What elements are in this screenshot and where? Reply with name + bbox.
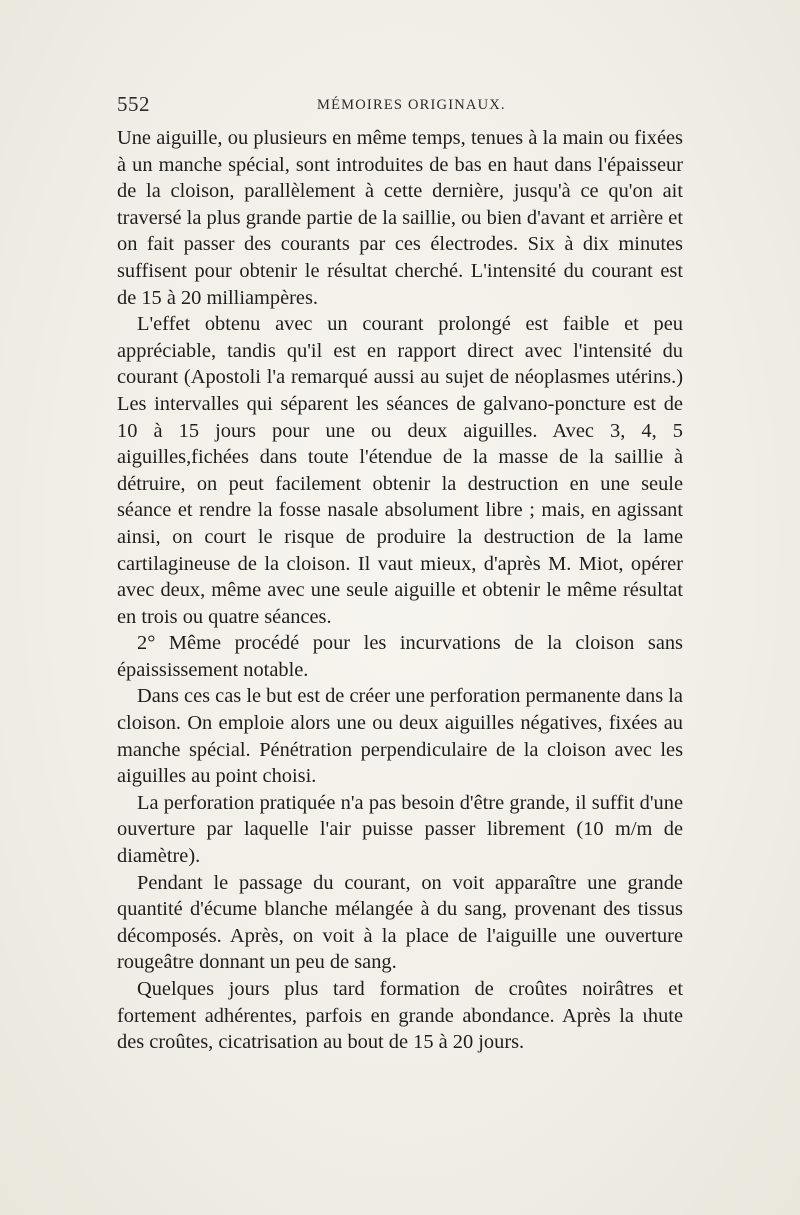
paragraph-perforation-goal: Dans ces cas le but est de créer une perforation permanente dans la cloison. On emploie alors une ou deux aiguilles négatives, fixées au manche spécial. Pénétration perpendiculaire de la cloison avec les aiguilles au point choisi. <box>117 685 683 788</box>
paragraph-second-procedure-heading: 2° Même procédé pour les incurvations de la cloison sans épaississement notable. <box>117 632 683 681</box>
page-number: 552 <box>117 92 150 116</box>
paragraph-electrode-procedure: Une aiguille, ou plusieurs en même temps, tenues à la main ou fixées à un manche spécial, sont introduites de bas en haut dans l'épaisseur de la cloison, parallèlement à cette dernière, jusqu'à ce qu'on ait traversé la plus grande partie de la saillie, ou bien d'avant et arrière et on fait passer des courants par ces électrodes. Six à dix minutes suffisent pour obtenir le résultat cherché. L'intensité du courant est de 15 à 20 milliampères. <box>117 127 683 309</box>
paragraph-current-passage: Pendant le passage du courant, on voit apparaître une grande quantité d'écume blanche mélangée à du sang, provenant des tissus décomposés. Après, on voit à la place de l'aiguille une ouverture rougeâtre donnant un peu de sang. <box>117 871 683 974</box>
body-text <box>117 125 683 1056</box>
paragraph-current-effect: L'effet obtenu avec un courant prolongé est faible et peu appréciable, tandis qu'il est en rapport direct avec l'intensité du courant (Apostoli l'a remarqué aussi au sujet de néoplasmes utérins.) Les intervalles qui séparent les séances de galvano-poncture est de 10 à 15 jours pour une ou deux aiguilles. Avec 3, 4, 5 aiguilles,fichées dans toute l'étendue de la masse de la saillie à détruire, on peut facilement obtenir la destruction en une seule séance et rendre la fosse nasale absolument libre ; mais, en agissant ainsi, on court le risque de produire la destruction de la lame cartilagineuse de la cloison. Il vaut mieux, d'après M. Miot, opérer avec deux, même avec une seule aiguille et obtenir le même résultat en trois ou quatre séances. <box>117 313 683 628</box>
page-header <box>117 92 683 122</box>
paragraph-perforation-size: La perforation pratiquée n'a pas besoin d'être grande, il suffit d'une ouverture par laquelle l'air puisse passer librement (10 m/m de diamètre). <box>117 791 683 868</box>
paragraph-healing: Quelques jours plus tard formation de croûtes noirâtres et fortement adhérentes, parfois en grande abondance. Après la ɩhute des croûtes, cicatrisation au bout de 15 à 20 jours. <box>117 978 683 1054</box>
running-title: MÉMOIRES ORIGINAUX. <box>317 97 506 113</box>
